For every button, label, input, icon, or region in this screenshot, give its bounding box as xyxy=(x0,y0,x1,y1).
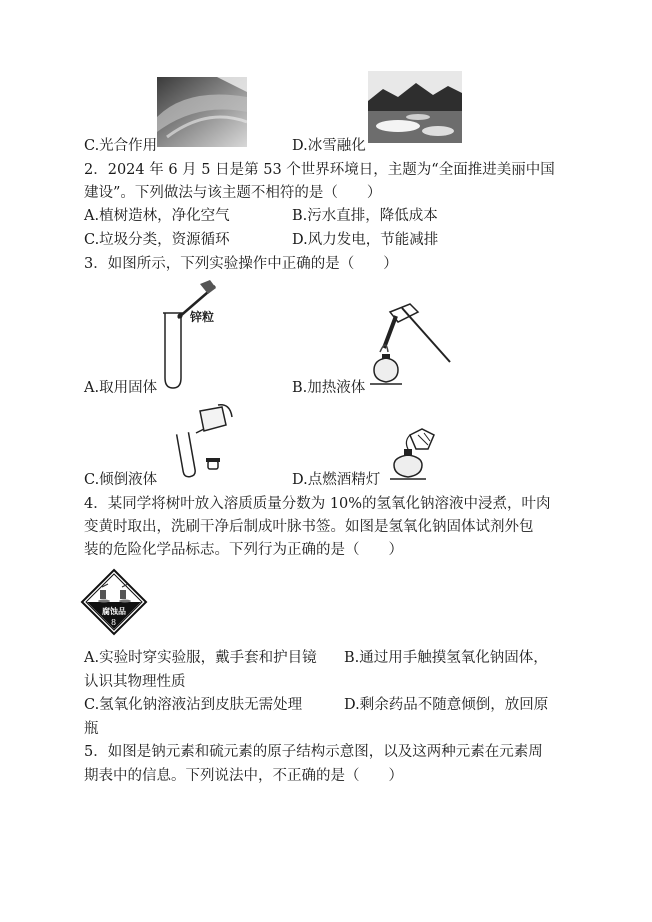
pour-liquid-diagram xyxy=(160,403,240,478)
heat-liquid-diagram xyxy=(362,300,457,395)
light-alcohol-lamp-diagram xyxy=(388,425,443,485)
corrosive-hazard-sign xyxy=(80,568,148,636)
q4-option-d: D.剩余药品不随意倾倒，放回原 xyxy=(344,697,549,713)
q4-option-b-continued: 认识其物理性质 xyxy=(84,674,186,690)
photosynthesis-photo xyxy=(157,77,247,147)
corrosive-sign-number: 8 xyxy=(111,618,117,627)
q4-stem-line1: 4．某同学将树叶放入溶质质量分数为 10%的氢氧化钠溶液中浸煮，叶肉 xyxy=(84,496,551,512)
q4-option-c: C.氢氧化钠溶液沾到皮肤无需处理 xyxy=(84,697,303,713)
q2-option-c: C.垃圾分类，资源循环 xyxy=(84,232,230,248)
q3-option-a: A.取用固体 xyxy=(84,380,158,396)
zinc-granule-label: 锌粒 xyxy=(190,310,215,324)
q1-option-c: C.光合作用 xyxy=(84,138,158,154)
q2-option-d: D.风力发电，节能减排 xyxy=(292,232,439,248)
q4-stem-line3: 装的危险化学品标志。下列行为正确的是（ ） xyxy=(84,542,403,558)
corrosive-sign-label: 腐蚀品 xyxy=(102,606,126,616)
q5-stem-line2: 期表中的信息。下列说法中，不正确的是（ ） xyxy=(84,768,403,784)
q3-stem: 3．如图所示，下列实验操作中正确的是（ ） xyxy=(84,256,398,272)
q1-option-d: D.冰雪融化 xyxy=(292,138,366,154)
q3-option-b: B.加热液体 xyxy=(292,380,366,396)
q4-stem-line2: 变黄时取出，洗刷干净后制成叶脉书签。如图是氢氧化钠固体试剂外包 xyxy=(84,519,534,535)
melting-snow-photo xyxy=(368,71,462,143)
add-solid-tube-diagram xyxy=(160,278,220,393)
q2-option-b: B.污水直排，降低成本 xyxy=(292,208,438,224)
q4-option-b: B.通过用手触摸氢氧化钠固体， xyxy=(344,650,548,666)
q2-option-a: A.植树造林，净化空气 xyxy=(84,208,230,224)
q4-option-d-continued: 瓶 xyxy=(84,721,99,737)
q2-stem-line2: 建设”。下列做法与该主题不相符的是（ ） xyxy=(84,185,382,201)
q5-stem-line1: 5．如图是钠元素和硫元素的原子结构示意图，以及这两种元素在元素周 xyxy=(84,744,543,760)
q3-option-d: D.点燃酒精灯 xyxy=(292,472,381,488)
q2-stem-line1: 2．2024 年 6 月 5 日是第 53 个世界环境日，主题为“全面推进美丽中国 xyxy=(84,162,555,178)
q4-option-a: A.实验时穿实验服，戴手套和护目镜 xyxy=(84,650,317,666)
q3-option-c: C.倾倒液体 xyxy=(84,472,158,488)
